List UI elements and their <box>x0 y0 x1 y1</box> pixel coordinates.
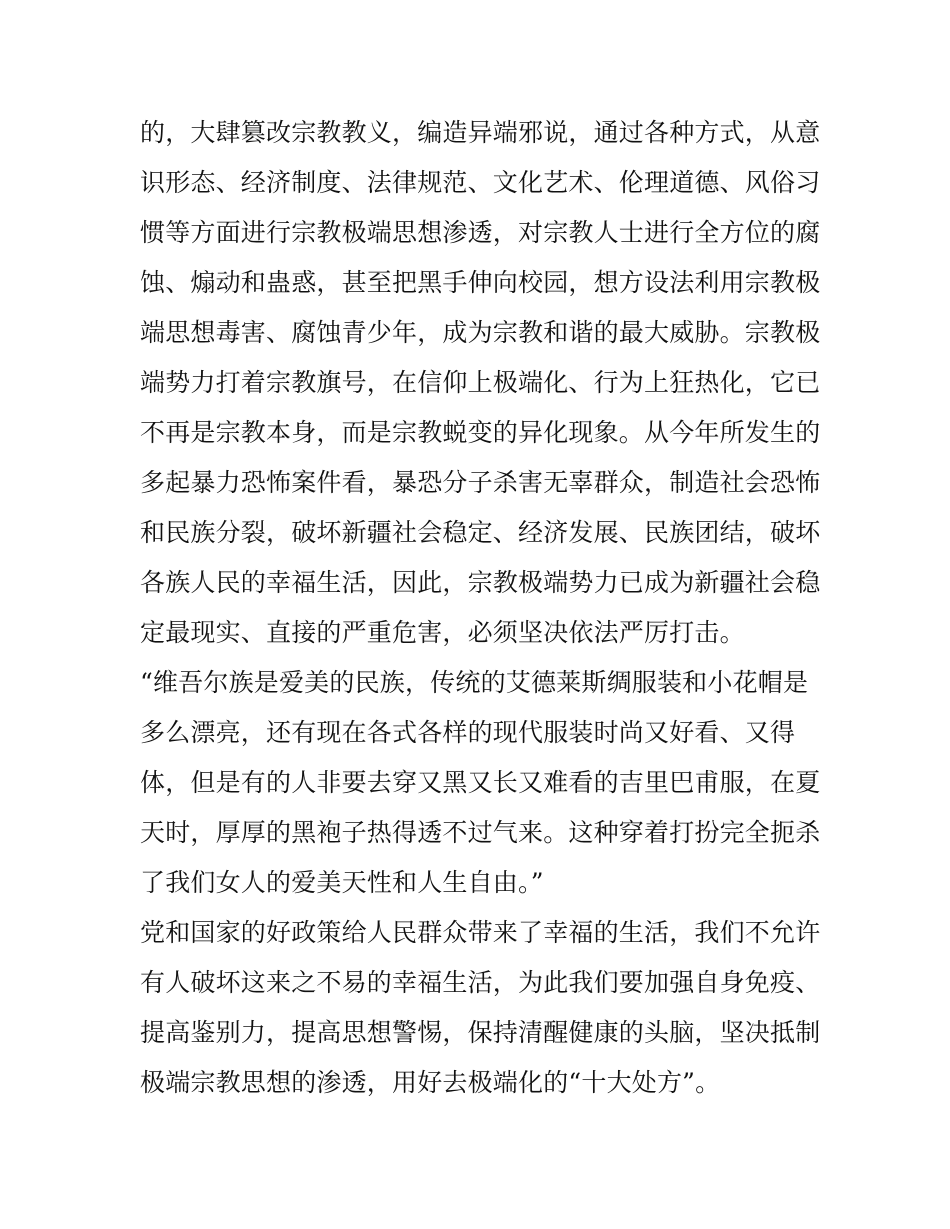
text-line-9: 和民族分裂，破坏新疆社会稳定、经济发展、民族团结，破坏 <box>140 518 821 547</box>
body-text <box>140 108 820 1108</box>
text-line-8: 多起暴力恐怖案件看，暴恐分子杀害无辜群众，制造社会恐怖 <box>140 468 821 497</box>
text-line-20: 极端宗教思想的渗透，用好去极端化的“十大处方”。 <box>140 1068 721 1097</box>
text-line-15: 天时，厚厚的黑袍子热得透不过气来。这种穿着打扮完全扼杀 <box>140 818 821 847</box>
text-line-12: “维吾尔族是爱美的民族，传统的艾德莱斯绸服装和小花帽是 <box>140 668 809 697</box>
text-line-5: 端思想毒害、腐蚀青少年，成为宗教和谐的最大威胁。宗教极 <box>140 318 821 347</box>
text-line-6: 端势力打着宗教旗号，在信仰上极端化、行为上狂热化，它已 <box>140 368 821 397</box>
text-line-11: 定最现实、直接的严重危害，必须坚决依法严厉打击。 <box>140 618 745 647</box>
text-line-7: 不再是宗教本身，而是宗教蜕变的异化现象。从今年所发生的 <box>140 418 821 447</box>
text-line-2: 识形态、经济制度、法律规范、文化艺术、伦理道德、风俗习 <box>140 168 821 197</box>
text-line-3: 惯等方面进行宗教极端思想渗透，对宗教人士进行全方位的腐 <box>140 218 821 247</box>
text-line-1: 的，大肆篡改宗教教义，编造异端邪说，通过各种方式，从意 <box>140 118 821 147</box>
text-line-17: 党和国家的好政策给人民群众带来了幸福的生活，我们不允许 <box>140 918 821 947</box>
text-line-4: 蚀、煽动和蛊惑，甚至把黑手伸向校园，想方设法利用宗教极 <box>140 268 821 297</box>
text-line-16: 了我们女人的爱美天性和人生自由。” <box>140 868 544 897</box>
text-line-13: 多么漂亮，还有现在各式各样的现代服装时尚又好看、又得 <box>140 718 796 747</box>
text-line-14: 体，但是有的人非要去穿又黑又长又难看的吉里巴甫服，在夏 <box>140 768 821 797</box>
text-line-10: 各族人民的幸福生活，因此，宗教极端势力已成为新疆社会稳 <box>140 568 821 597</box>
text-line-18: 有人破坏这来之不易的幸福生活，为此我们要加强自身免疫、 <box>140 968 821 997</box>
text-line-19: 提高鉴别力，提高思想警惕，保持清醒健康的头脑，坚决抵制 <box>140 1018 821 1047</box>
